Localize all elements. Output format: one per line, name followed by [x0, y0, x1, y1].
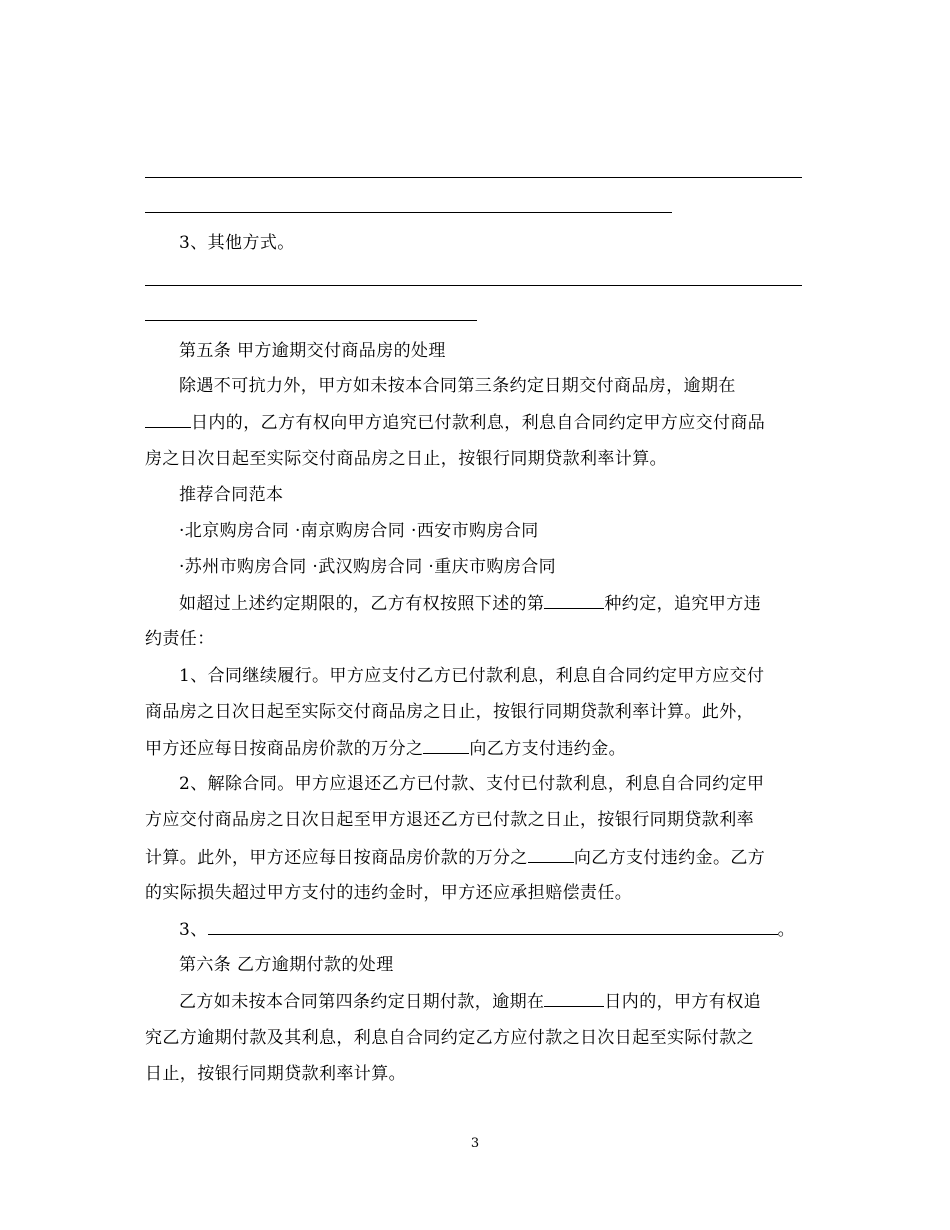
- page-number: 3: [470, 1136, 480, 1151]
- option-3-line: 3、 。: [179, 917, 795, 942]
- blank-line: [145, 177, 802, 178]
- fill-in-blank: [423, 736, 469, 754]
- fill-in-blank: [208, 917, 778, 935]
- item-3-other: 3、其他方式。: [179, 233, 295, 253]
- option-1-line-2: 商品房之日次日起至实际交付商品房之日止，按银行同期贷款利率计算。此外，: [145, 702, 754, 722]
- fill-in-blank: [145, 410, 191, 428]
- blank-line: [145, 212, 672, 213]
- fill-in-blank: [544, 989, 604, 1007]
- option-2-line-4: 的实际损失超过甲方支付的违约金时，甲方还应承担赔偿责任。: [145, 883, 633, 903]
- article-6-para-1-line-1: 乙方如未按本合同第四条约定日期付款，逾期在 日内的，甲方有权追: [179, 989, 761, 1014]
- article-6-para-1-line-3: 日止，按银行同期贷款利率计算。: [145, 1064, 406, 1084]
- fill-in-blank: [544, 591, 604, 609]
- option-2-line-1: 2、解除合同。甲方应退还乙方已付款、支付已付款利息，利息自合同约定甲: [179, 774, 765, 794]
- recommended-row-1: ·北京购房合同 ·南京购房合同 ·西安市购房合同: [179, 521, 539, 541]
- article-5-para-2-line-1: 如超过上述约定期限的，乙方有权按照下述的第 种约定，追究甲方违: [179, 591, 761, 616]
- article-5-heading: 第五条 甲方逾期交付商品房的处理: [179, 341, 446, 361]
- fill-in-blank: [528, 845, 574, 863]
- article-5-para-1-line-3: 房之日次日起至实际交付商品房之日止，按银行同期贷款利率计算。: [145, 449, 667, 469]
- option-1-line-3: 甲方还应每日按商品房价款的万分之 向乙方支付违约金。: [145, 736, 626, 761]
- option-1-line-1: 1、合同继续履行。甲方应支付乙方已付款利息，利息自合同约定甲方应交付: [179, 666, 765, 686]
- option-2-line-3: 计算。此外，甲方还应每日按商品房价款的万分之 向乙方支付违约金。乙方: [145, 845, 765, 870]
- article-6-para-1-line-2: 究乙方逾期付款及其利息，利息自合同约定乙方应付款之日次日起至实际付款之: [145, 1028, 754, 1048]
- recommended-row-2: ·苏州市购房合同 ·武汉购房合同 ·重庆市购房合同: [179, 557, 557, 577]
- article-5-para-2-line-2: 约责任：: [145, 629, 215, 649]
- blank-line: [145, 285, 802, 286]
- blank-line: [145, 320, 477, 321]
- article-5-para-1-line-2: 日内的，乙方有权向甲方追究已付款利息，利息自合同约定甲方应交付商品: [145, 410, 765, 435]
- recommended-heading: 推荐合同范本: [179, 485, 284, 505]
- article-6-heading: 第六条 乙方逾期付款的处理: [179, 955, 394, 975]
- article-5-para-1-line-1: 除遇不可抗力外，甲方如未按本合同第三条约定日期交付商品房，逾期在: [179, 376, 736, 396]
- option-2-line-2: 方应交付商品房之日次日起至甲方退还乙方已付款之日止，按银行同期贷款利率: [145, 810, 754, 830]
